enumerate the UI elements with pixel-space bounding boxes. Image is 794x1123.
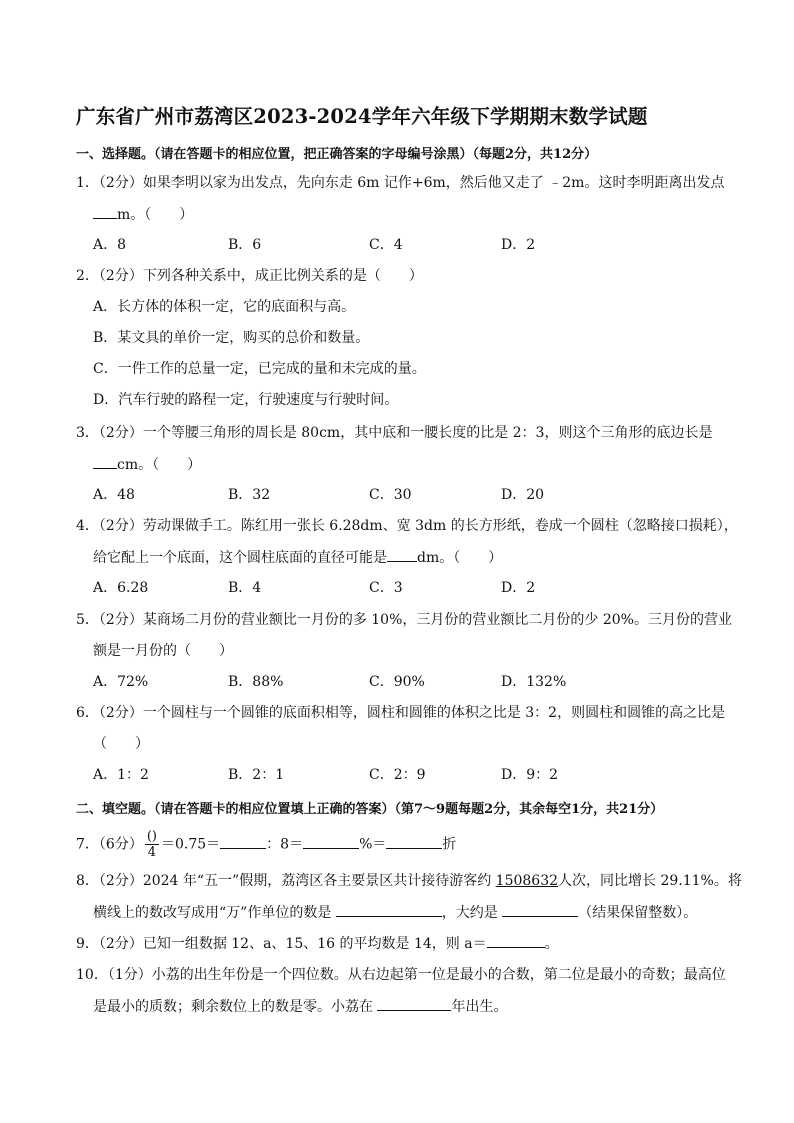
question-3-stem-cont	[93, 454, 201, 475]
answer-blank[interactable]	[387, 547, 417, 562]
option-b[interactable]: B．某文具的单价一定，购买的总价和数量。	[93, 330, 370, 346]
option-a[interactable]: A．6.28	[93, 580, 149, 596]
answer-blank[interactable]	[303, 834, 359, 849]
option-c[interactable]: C．4	[369, 237, 403, 253]
option-d[interactable]: D．2	[501, 237, 536, 253]
option-d[interactable]: D．汽车行驶的路程一定，行驶速度与行驶时间。	[93, 392, 399, 408]
question-8-mid: ，大约是	[441, 905, 498, 921]
answer-blank[interactable]	[336, 902, 442, 917]
question-5-stem-cont: 额是一月份的（ ）	[93, 643, 233, 659]
section-heading-choice: 一、选择题。（请在答题卡的相应位置，把正确答案的字母编号涂黑）（每题2分，共12分）	[76, 147, 598, 162]
question-4-unit: dm。（ ）	[417, 550, 503, 566]
question-4-stem: 4．（2分）劳动课做手工。陈红用一张长 6.28dm、宽 3dm 的长方形纸，卷成一个圆柱（忽略接口损耗），	[76, 518, 738, 534]
section-heading-fill: 二、填空题。（请在答题卡的相应位置填上正确的答案）（第7～9题每题2分，其余每空1分，共21分）	[76, 802, 664, 817]
option-c[interactable]: C．90%	[369, 674, 425, 690]
question-10-text: 是最小的质数；剩余数位上的数是零。小荔在	[93, 999, 373, 1015]
question-4-stem-cont	[93, 547, 502, 568]
question-6-stem: 6．（2分）一个圆柱与一个圆锥的底面积相等，圆柱和圆锥的体积之比是 3：2，则圆柱和圆锥的高之比是	[76, 705, 726, 721]
question-6-options	[93, 765, 653, 785]
question-7-colon: ：8＝	[266, 836, 304, 853]
question-7-percent: %＝	[359, 836, 387, 853]
underlined-number: 1508632	[495, 873, 559, 889]
question-10-post: 年出生。	[451, 999, 508, 1015]
question-7-eq: ＝0.75＝	[160, 836, 221, 853]
fraction	[145, 829, 159, 860]
option-b[interactable]: B．88%	[228, 674, 284, 690]
question-10-stem: 10．（1分）小荔的出生年份是一个四位数。从右边起第一位是最小的合数，第二位是最小的奇数；最高位	[76, 967, 726, 983]
option-d[interactable]: D．20	[501, 487, 545, 503]
option-b[interactable]: B．2：1	[228, 767, 285, 783]
question-5-stem: 5．（2分）某商场二月份的营业额比一月份的多 10%，三月份的营业额比二月份的少 20%。三月份的营业	[76, 612, 732, 628]
option-c[interactable]: C．30	[369, 487, 412, 503]
answer-blank[interactable]	[93, 454, 117, 469]
question-9-text: 9．（2分）已知一组数据 12、a、15、16 的平均数是 14，则 a＝	[76, 936, 487, 952]
question-6-stem-cont: （ ）	[93, 736, 149, 752]
question-8-text2: 横线上的数改写成用“万”作单位的数是	[93, 905, 332, 921]
question-1-options	[93, 235, 653, 255]
question-8-text: 8．（2分）2024 年“五一”假期，荔湾区各主要景区共计接待游客约	[76, 873, 496, 889]
option-a[interactable]: A．长方体的体积一定，它的底面积与高。	[93, 299, 356, 315]
question-5-options	[93, 672, 653, 692]
option-a[interactable]: A．72%	[93, 674, 149, 690]
question-4-text: 给它配上一个底面，这个圆柱底面的直径可能是	[93, 550, 387, 566]
question-2-stem: 2．（2分）下列各种关系中，成正比例关系的是（ ）	[76, 268, 423, 284]
page-title: 广东省广州市荔湾区2023-2024学年六年级下学期期末数学试题	[76, 105, 648, 128]
question-10-stem-cont	[93, 996, 507, 1017]
option-c[interactable]: C．一件工作的总量一定，已完成的量和未完成的量。	[93, 361, 426, 377]
fraction-denominator: 4	[147, 845, 157, 860]
option-c[interactable]: C．2：9	[369, 767, 426, 783]
answer-blank[interactable]	[93, 204, 117, 219]
option-c[interactable]: C．3	[369, 580, 403, 596]
question-1-unit: m。（ ）	[117, 207, 194, 223]
question-7-stem	[76, 829, 456, 860]
question-8-text-post: 人次，同比增长 29.11%。将	[558, 873, 742, 889]
answer-blank[interactable]	[502, 902, 578, 917]
question-9-stem	[76, 933, 559, 954]
question-3-options	[93, 485, 653, 505]
option-a[interactable]: A．1：2	[93, 767, 149, 783]
option-d[interactable]: D．9：2	[501, 767, 559, 783]
option-b[interactable]: B．4	[228, 580, 262, 596]
question-1-stem: 1．（2分）如果李明以家为出发点，先向东走 6m 记作+6m，然后他又走了 ﹣2m。这时李明距离出发点	[76, 175, 725, 191]
answer-blank[interactable]	[386, 834, 442, 849]
option-b[interactable]: B．32	[228, 487, 271, 503]
option-b[interactable]: B．6	[228, 237, 262, 253]
question-1-stem-cont	[93, 204, 193, 225]
question-7-zhe: 折	[442, 836, 457, 853]
question-8-post: （结果保留整数）。	[578, 905, 698, 921]
question-7-prefix: 7．（6分）	[76, 836, 143, 853]
answer-blank[interactable]	[377, 996, 451, 1011]
option-a[interactable]: A．48	[93, 487, 135, 503]
question-3-unit: cm。（ ）	[117, 457, 202, 473]
question-4-options	[93, 578, 653, 598]
option-d[interactable]: D．132%	[501, 674, 567, 690]
question-8-stem	[76, 871, 742, 891]
question-9-post: 。	[544, 936, 559, 952]
option-a[interactable]: A．8	[93, 237, 127, 253]
answer-blank[interactable]	[220, 834, 266, 849]
fraction-numerator: ()	[146, 829, 157, 844]
question-8-stem-cont	[93, 902, 697, 923]
question-3-stem: 3．（2分）一个等腰三角形的周长是 80cm，其中底和一腰长度的比是 2：3，则这个三角形的底边长是	[76, 425, 713, 441]
answer-blank[interactable]	[487, 933, 545, 948]
option-d[interactable]: D．2	[501, 580, 536, 596]
